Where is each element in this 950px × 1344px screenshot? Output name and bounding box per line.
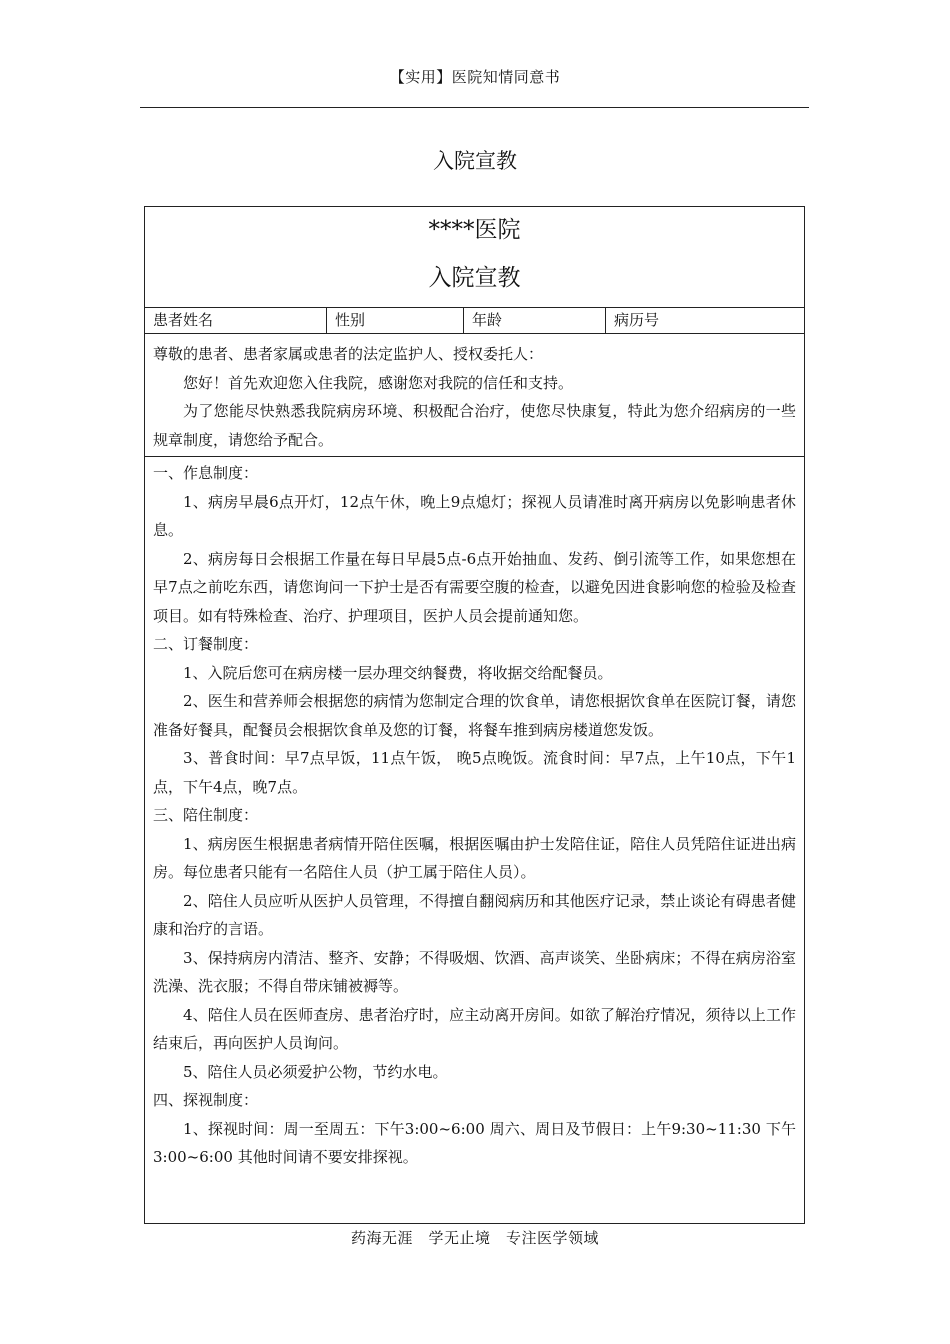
page-footer: 药海无涯 学无止境 专注医学领域: [350, 1229, 599, 1247]
rule-item: 1、病房医生根据患者病情开陪住医嘱，根据医嘱由护士发陪住证，陪住人员凭陪住证进出病房。每位患者只能有一名陪住人员（护工属于陪住人员）。: [153, 834, 796, 881]
form-header: [145, 207, 804, 308]
section-heading-meals: 二、订餐制度：: [153, 635, 259, 653]
section-heading-rest: 一、作息制度：: [153, 464, 259, 482]
form-title: 入院宣教: [428, 265, 521, 291]
welcome-text: 您好！首先欢迎您入住我院，感谢您对我院的信任和支持。: [183, 373, 574, 392]
rule-item: 1、病房早晨6点开灯，12点午休，晚上9点熄灯；探视人员请准时离开病房以免影响患者休息。: [153, 492, 796, 539]
document-title: 入院宣教: [433, 149, 517, 173]
section-heading-visiting: 四、探视制度：: [153, 1091, 259, 1109]
rule-item: 1、入院后您可在病房楼一层办理交纳餐费，将收据交给配餐员。: [183, 663, 613, 682]
section-heading-escort: 三、陪住制度：: [153, 806, 259, 824]
intro-section: [145, 334, 804, 457]
patient-info-row: [145, 308, 804, 334]
rules-section: [145, 457, 804, 1172]
record-number-field: 病历号: [605, 308, 804, 333]
header-divider: [140, 107, 809, 108]
rule-item: 3、普食时间：早7点早饭，11点午饭， 晚5点晚饭。流食时间：早7点，上午10点，下午1点，下午4点，晚7点。: [153, 749, 796, 796]
rule-item: 4、陪住人员在医师查房、患者治疗时，应主动离开房间。如欲了解治疗情况，须待以上工作结束后，再向医护人员询问。: [153, 1005, 796, 1052]
patient-name-field: 患者姓名: [153, 311, 214, 329]
gender-field: 性别: [326, 308, 463, 333]
age-field: 年龄: [463, 308, 605, 333]
rule-item: 5、陪住人员必须爱护公物，节约水电。: [183, 1062, 448, 1081]
rule-item: 3、保持病房内清洁、整齐、安静；不得吸烟、饮酒、高声谈笑、坐卧病床；不得在病房浴室洗澡、洗衣服；不得自带床铺被褥等。: [153, 948, 796, 995]
page-header: 【实用】医院知情同意书: [389, 68, 561, 86]
rule-item: 2、医生和营养师会根据您的病情为您制定合理的饮食单，请您根据饮食单在医院订餐，请您准备好餐具，配餐员会根据饮食单及您的订餐，将餐车推到病房楼道您发饭。: [153, 692, 796, 739]
rule-item: 2、病房每日会根据工作量在每日早晨5点-6点开始抽血、发药、倒引流等工作，如果您想在早7点之前吃东西，请您询问一下护士是否有需要空腹的检查，以避免因进食影响您的检验及检查项目。如有特殊检查、治疗、护理项目，医护人员会提前通知您。: [153, 549, 796, 625]
hospital-name: ****医院: [428, 217, 521, 243]
admission-form: [144, 206, 805, 1224]
intro-text: 为了您能尽快熟悉我院病房环境、积极配合治疗，使您尽快康复，特此为您介绍病房的一些规章制度，请您给予配合。: [153, 402, 796, 449]
rule-item: 2、陪住人员应听从医护人员管理，不得擅自翻阅病历和其他医疗记录，禁止谈论有碍患者健康和治疗的言语。: [153, 891, 796, 938]
greeting: 尊敬的患者、患者家属或患者的法定监护人、授权委托人：: [153, 345, 544, 363]
rule-item: 1、探视时间：周一至周五：下午3:00~6:00 周六、周日及节假日：上午9:30~11:30 下午3:00~6:00 其他时间请不要安排探视。: [153, 1119, 796, 1166]
